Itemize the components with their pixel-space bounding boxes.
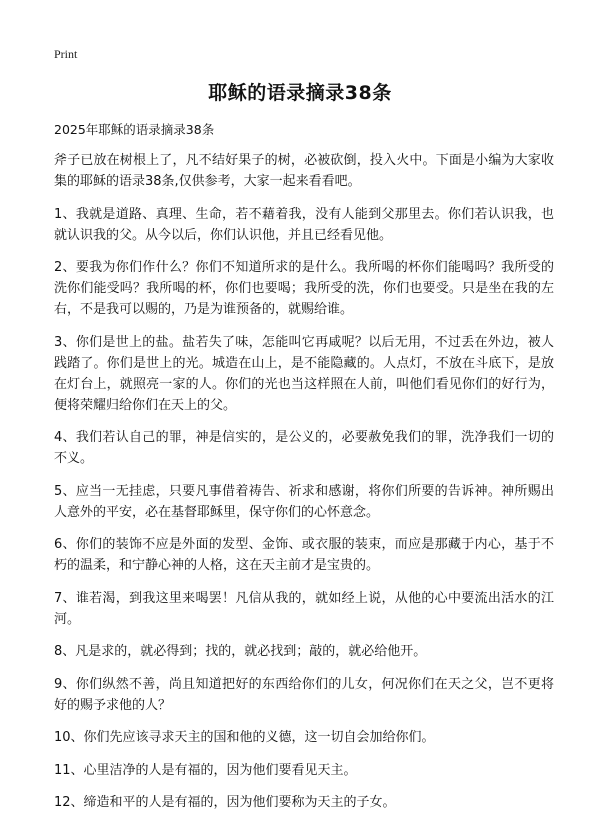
quote-paragraph: 4、我们若认自己的罪，神是信实的，是公义的，必要赦免我们的罪，洗净我们一切的不义。 [54, 430, 554, 466]
quote-paragraph: 11、心里洁净的人是有福的，因为他们要看见天主。 [54, 762, 357, 778]
quote-paragraph: 3、你们是世上的盐。盐若失了味，怎能叫它再咸呢？以后无用，不过丢在外边，被人践踏了。你们是世上的光。城造在山上，是不能隐藏的。人点灯，不放在斗底下，是放在灯台上，就照亮一家的人。你们的光也当这样照在人前，叫他们看见你们的好行为，便将荣耀归给你们在天上的父。 [54, 334, 554, 413]
quote-paragraph: 7、谁若渴，到我这里来喝罢！凡信从我的，就如经上说，从他的心中要流出活水的江河。 [54, 590, 554, 627]
quote-paragraph: 9、你们纵然不善，尚且知道把好的东西给你们的儿女，何况你们在天之父，岂不更将好的赐予求他的人？ [54, 676, 554, 713]
quote-paragraph: 6、你们的装饰不应是外面的发型、金饰、或衣服的装束，而应是那藏于内心，基于不朽的温柔，和宁静心神的人格，这在天主前才是宝贵的。 [54, 537, 554, 573]
quote-paragraph: 5、应当一无挂虑，只要凡事借着祷告、祈求和感谢，将你们所要的告诉神。神所赐出人意外的平安，必在基督耶稣里，保守你们的心怀意念。 [54, 483, 554, 520]
quote-paragraph: 12、缔造和平的人是有福的，因为他们要称为天主的子女。 [54, 795, 396, 810]
page-title: 耶稣的语录摘录38条 [208, 82, 392, 104]
quote-paragraph: 1、我就是道路、真理、生命，若不藉着我，没有人能到父那里去。你们若认识我，也就认识我的父。从今以后，你们认识他，并且已经看见他。 [54, 206, 554, 243]
quote-paragraph: 2、要我为你们作什么？你们不知道所求的是什么。我所喝的杯你们能喝吗？我所受的洗你们能受吗？我所喝的杯，你们也要喝；我所受的洗，你们也要受。只是坐在我的左右，不是我可以赐的，乃是为谁预备的，就赐给谁。 [54, 260, 554, 317]
quote-paragraph: 10、你们先应该寻求天主的国和他的义德，这一切自会加给你们。 [54, 730, 435, 745]
quote-paragraph: 8、凡是求的，就必得到；找的，就必找到；敲的，就必给他开。 [54, 644, 427, 659]
print-link[interactable]: Print [54, 47, 78, 61]
subtitle: 2025年耶稣的语录摘录38条 [54, 122, 215, 137]
intro-paragraph: 斧子已放在树根上了，凡不结好果子的树，必被砍倒，投入火中。下面是小编为大家收集的耶稣的语录38条,仅供参考，大家一起来看看吧。 [54, 153, 554, 189]
article-body [54, 150, 554, 825]
